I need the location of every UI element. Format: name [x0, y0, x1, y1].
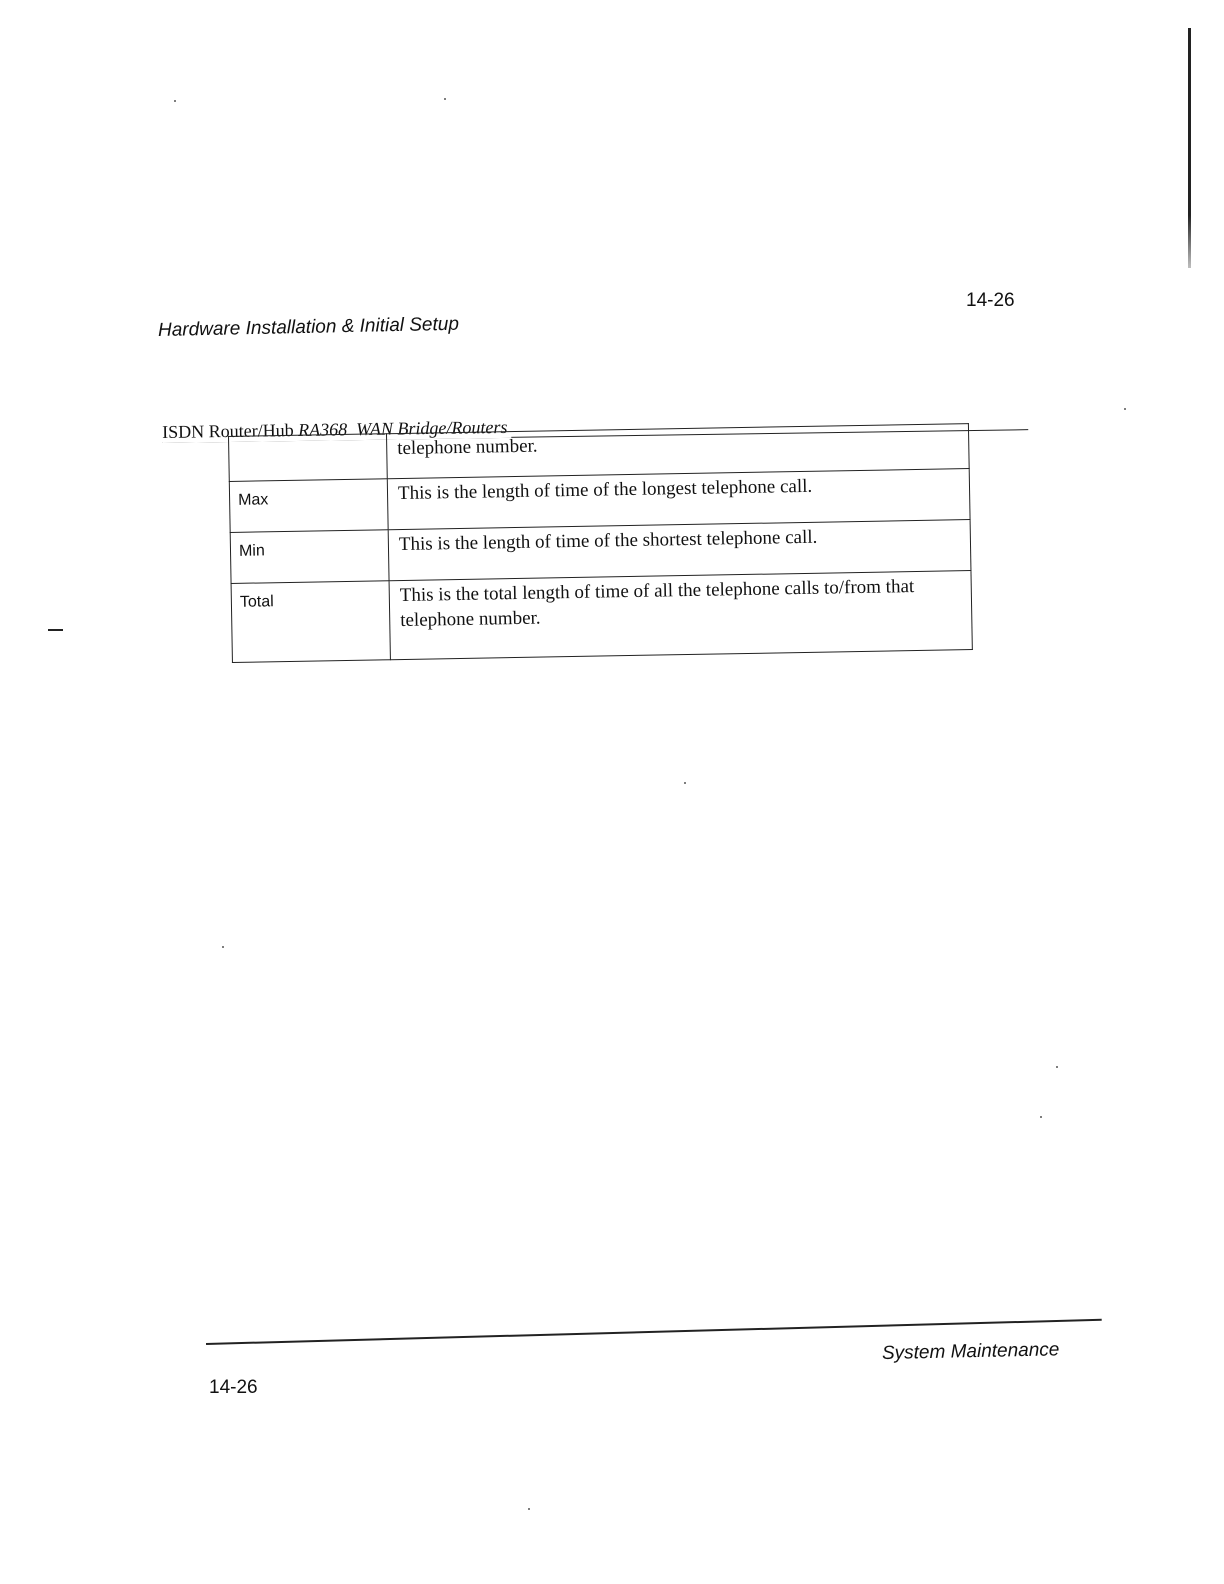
- scan-speck: [1124, 408, 1126, 410]
- term-cell: Min: [230, 530, 389, 584]
- table-row: [231, 571, 972, 663]
- definition-table-container: [228, 423, 973, 663]
- scan-speck: [528, 1508, 530, 1510]
- scan-speck: [1056, 1066, 1058, 1068]
- footer-page-number: 14-26: [209, 1377, 258, 1398]
- scan-speck: [684, 782, 686, 784]
- term-cell: Total: [231, 581, 390, 663]
- description-cell: This is the total length of time of all the telephone calls to/from that telephone number.: [389, 571, 972, 660]
- description-cell: This is the length of time of the shortest telephone call.: [388, 520, 971, 581]
- running-header-product: ISDN Router/Hub: [162, 419, 299, 442]
- term-cell: Max: [229, 479, 388, 533]
- description-cell: telephone number.: [386, 424, 969, 479]
- scan-speck: [222, 946, 224, 948]
- header-page-number: 14-26: [966, 290, 1015, 311]
- chapter-title: Hardware Installation & Initial Setup: [157, 313, 460, 341]
- running-header: [162, 407, 1028, 442]
- term-cell: [229, 434, 388, 482]
- scan-edge-artifact: [1188, 28, 1191, 268]
- definition-table: [228, 423, 973, 663]
- footer-section-name: System Maintenance: [881, 1339, 1060, 1364]
- scan-speck: [174, 100, 176, 102]
- description-cell: This is the length of time of the longest telephone call.: [387, 469, 970, 530]
- scan-speck: [444, 98, 446, 100]
- running-header-series: WAN Bridge/Routers: [356, 416, 508, 440]
- running-header-model: RA368: [298, 419, 348, 440]
- scan-speck: [1040, 1116, 1042, 1118]
- margin-mark: [48, 629, 63, 631]
